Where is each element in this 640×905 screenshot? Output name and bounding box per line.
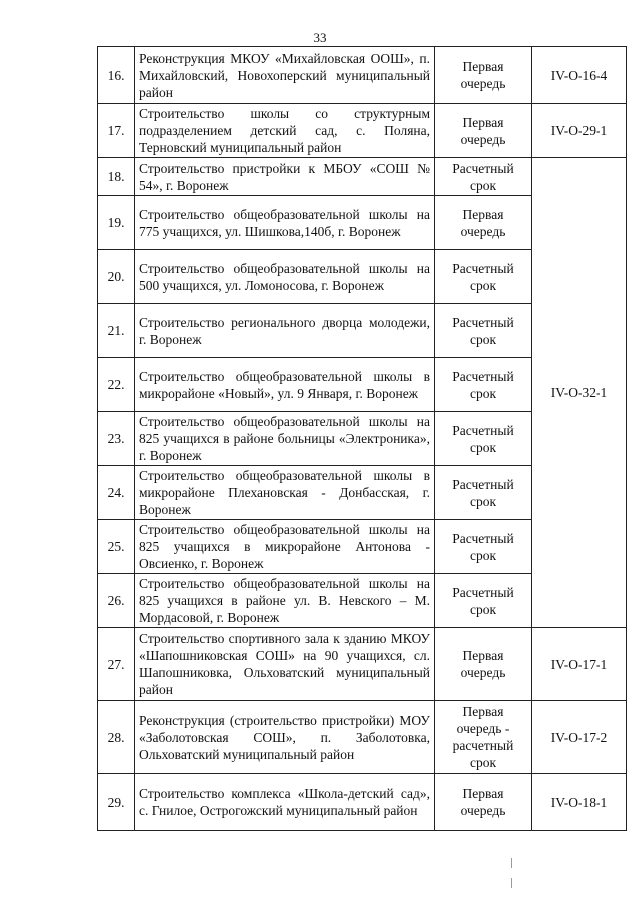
row-number: 25. <box>98 520 135 574</box>
object-code: IV-O-17-1 <box>532 628 627 701</box>
row-number: 28. <box>98 701 135 774</box>
object-code: IV-O-32-1 <box>532 158 627 628</box>
row-number: 17. <box>98 104 135 158</box>
object-description: Строительство пристройки к МБОУ «СОШ № 54», г. Воронеж <box>135 158 435 196</box>
object-description: Строительство общеобразовательной школы в микрорайоне «Новый», ул. 9 Января, г. Воронеж <box>135 358 435 412</box>
table-row <box>98 701 627 774</box>
row-number: 29. <box>98 774 135 831</box>
object-description: Реконструкция МКОУ «Михайловская ООШ», п. Михайловский, Новохоперский муниципальный район <box>135 47 435 104</box>
implementation-stage: Расчетный срок <box>435 574 532 628</box>
row-number: 23. <box>98 412 135 466</box>
object-description: Строительство общеобразовательной школы на 825 учащихся в районе ул. В. Невского – М. Мордасовой, г. Воронеж <box>135 574 435 628</box>
implementation-stage: Расчетный срок <box>435 158 532 196</box>
row-number: 20. <box>98 250 135 304</box>
object-description: Строительство комплекса «Школа-детский сад», с. Гнилое, Острогожский муниципальный район <box>135 774 435 831</box>
object-description: Реконструкция (строительство пристройки) МОУ «Заболотовская СОШ», п. Заболотовка, Ольховатский муниципальный район <box>135 701 435 774</box>
implementation-stage: Первая очередь <box>435 628 532 701</box>
implementation-stage: Расчетный срок <box>435 250 532 304</box>
object-description: Строительство общеобразовательной школы на 500 учащихся, ул. Ломоносова, г. Воронеж <box>135 250 435 304</box>
object-description: Строительство общеобразовательной школы на 775 учащихся, ул. Шишкова,140б, г. Воронеж <box>135 196 435 250</box>
row-number: 27. <box>98 628 135 701</box>
scan-mark <box>511 878 512 888</box>
implementation-stage: Расчетный срок <box>435 466 532 520</box>
implementation-stage: Первая очередь <box>435 47 532 104</box>
object-description: Строительство общеобразовательной школы на 825 учащихся в районе больницы «Электроника», г. Воронеж <box>135 412 435 466</box>
table-row <box>98 774 627 831</box>
row-number: 26. <box>98 574 135 628</box>
implementation-stage: Первая очередь <box>435 774 532 831</box>
implementation-stage: Расчетный срок <box>435 304 532 358</box>
object-description: Строительство общеобразовательной школы на 825 учащихся в микрорайоне Антонова - Овсиенко, г. Воронеж <box>135 520 435 574</box>
object-code: IV-O-29-1 <box>532 104 627 158</box>
implementation-stage: Первая очередь <box>435 104 532 158</box>
implementation-stage: Расчетный срок <box>435 358 532 412</box>
object-description: Строительство школы со структурным подразделением детский сад, с. Поляна, Терновский муниципальный район <box>135 104 435 158</box>
page-number: 33 <box>313 30 327 45</box>
implementation-stage: Расчетный срок <box>435 412 532 466</box>
row-number: 16. <box>98 47 135 104</box>
row-number: 22. <box>98 358 135 412</box>
object-description: Строительство регионального дворца молодежи, г. Воронеж <box>135 304 435 358</box>
table-row <box>98 47 627 104</box>
table-row <box>98 104 627 158</box>
scan-mark <box>511 858 512 868</box>
object-code: IV-O-16-4 <box>532 47 627 104</box>
implementation-stage: Расчетный срок <box>435 520 532 574</box>
object-code: IV-O-17-2 <box>532 701 627 774</box>
row-number: 18. <box>98 158 135 196</box>
row-number: 21. <box>98 304 135 358</box>
row-number: 19. <box>98 196 135 250</box>
row-number: 24. <box>98 466 135 520</box>
implementation-stage: Первая очередь <box>435 196 532 250</box>
object-description: Строительство общеобразовательной школы в микрорайоне Плехановская - Донбасская, г. Воронеж <box>135 466 435 520</box>
implementation-stage: Первая очередь - расчетный срок <box>435 701 532 774</box>
object-code: IV-O-18-1 <box>532 774 627 831</box>
table-row <box>98 158 627 196</box>
construction-table <box>97 46 627 831</box>
table-row <box>98 628 627 701</box>
object-description: Строительство спортивного зала к зданию МКОУ «Шапошниковская СОШ» на 90 учащихся, сл. Шапошниковка, Ольховатский муниципальный район <box>135 628 435 701</box>
